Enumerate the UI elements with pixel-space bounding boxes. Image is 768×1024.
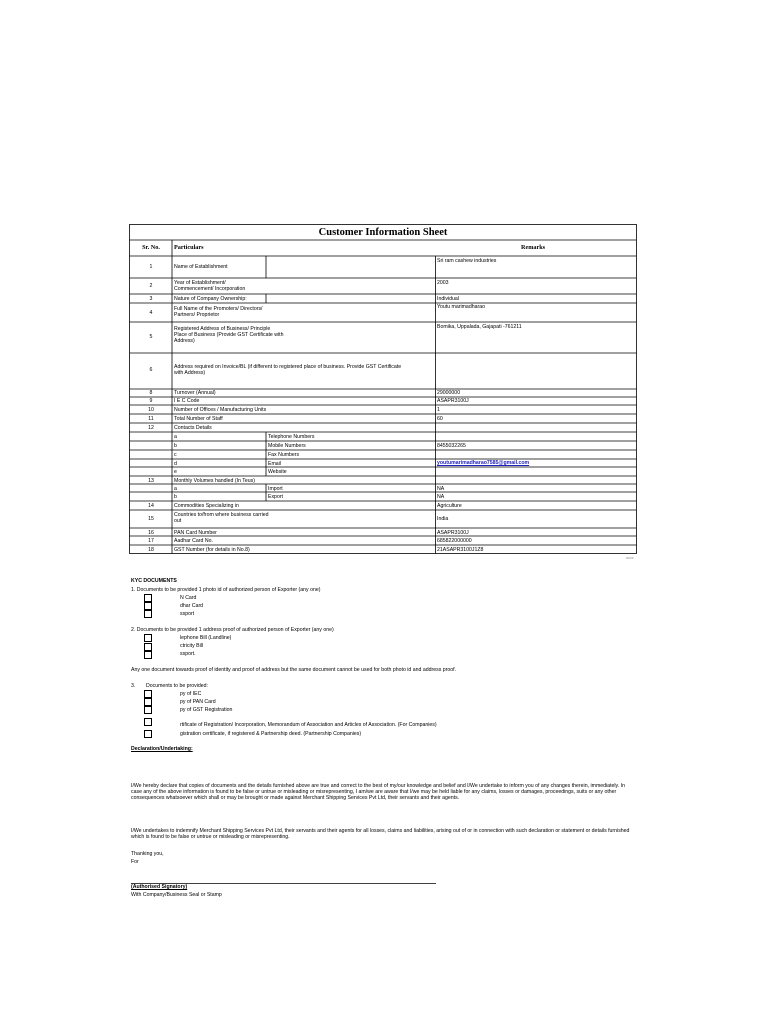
option-label: lephone Bill (Landline) bbox=[180, 635, 232, 641]
row-sr: 15 bbox=[148, 516, 154, 522]
row-sr: 17 bbox=[148, 538, 154, 544]
row-remark: Individual bbox=[437, 296, 459, 302]
row-sr: 14 bbox=[148, 503, 154, 509]
option-label: py of PAN Card bbox=[180, 699, 216, 705]
contact-label: Telephone Numbers bbox=[268, 434, 315, 440]
row-sr: 11 bbox=[148, 416, 154, 422]
volume-label: Import bbox=[268, 486, 283, 492]
thanking-text: Thanking you, bbox=[131, 851, 164, 857]
contact-sub: d bbox=[174, 461, 177, 467]
row-sr: 9 bbox=[149, 398, 153, 404]
row-particular: Number of Offices / Manufacturing Units bbox=[174, 407, 267, 413]
kyc-heading: KYC DOCUMENTS bbox=[131, 578, 177, 584]
volume-value: NA bbox=[437, 486, 445, 492]
row-sr: 1 bbox=[149, 264, 153, 270]
row-sr: 2 bbox=[149, 283, 153, 289]
row-particular: Nature of Company Ownership: bbox=[174, 296, 247, 302]
option-label: ssport bbox=[180, 611, 195, 617]
row-sr: 18 bbox=[148, 547, 154, 553]
volume-value: NA bbox=[437, 494, 445, 500]
contact-sub: e bbox=[174, 469, 177, 475]
contact-label: Website bbox=[268, 469, 287, 475]
kyc-item3-number: 3. bbox=[131, 683, 136, 689]
checkbox-passport[interactable] bbox=[144, 610, 152, 618]
header-srno: Sr. No. bbox=[142, 244, 160, 251]
contact-sub: a bbox=[174, 434, 177, 440]
row-sr: 10 bbox=[148, 407, 154, 413]
contact-sub: b bbox=[174, 443, 177, 449]
row-particular: Name of Establishment bbox=[174, 264, 228, 270]
row-remark: ASAPR3100J bbox=[437, 530, 469, 536]
row-particular: Commodities Specializing in bbox=[174, 503, 239, 509]
kyc-item3: Documents to be provided: bbox=[146, 683, 208, 689]
email-link[interactable]: youtumarimadharao7585@gmail.com bbox=[437, 460, 530, 466]
checkbox-pan-copy[interactable] bbox=[144, 698, 152, 706]
row-remark: 1 bbox=[437, 407, 440, 413]
checkbox-pan-card[interactable] bbox=[144, 594, 152, 602]
option-label: py of IEC bbox=[180, 691, 202, 697]
volume-label: Export bbox=[268, 494, 283, 500]
declaration-paragraph-1: I/We hereby declare that copies of documents and the details furnished above are true and correct to the best of my/our knowledge and belief and I/We undertake to inform you of any changes therein, immediately. In case any of the above information is found to be false or untrue or misleading or misrepresenting, I am/we are aware that I/we may be held liable for any claims, losses or damages, proceedings, suits or any other consequences whatsoever which shall or may be brought or made against Merchant Shipping Services Pvt Ltd, their servants and their agents. bbox=[131, 783, 625, 802]
row-remark: 2003 bbox=[437, 280, 449, 286]
row-particular: I E C Code bbox=[174, 398, 200, 404]
checkbox-passport-address[interactable] bbox=[144, 651, 152, 659]
signatory-label: (Authorised Signatory) bbox=[131, 884, 188, 890]
row-remark: 685822000000 bbox=[437, 538, 472, 544]
contact-sub: c bbox=[174, 452, 177, 458]
row-remark: 29000000 bbox=[437, 390, 461, 396]
row-sr: 3 bbox=[149, 296, 153, 302]
declaration-paragraph-2: I/We undertakes to indemnify Merchant Shipping Services Pvt Ltd, their servants and their agents for all losses, claims and liabilities, arising out of or in connection with such declaration or statement or details furnished which is found to be false or untrue or misleading or misrepresenting. bbox=[131, 828, 630, 841]
row-remark: 60 bbox=[437, 416, 443, 422]
row-remark: ASAPR3100J bbox=[437, 398, 469, 404]
declaration-heading: Declaration/Undertaking: bbox=[131, 746, 193, 752]
footnote: 00/00 bbox=[626, 556, 634, 560]
row-remark: Agriculture bbox=[437, 503, 462, 509]
row-sr: 5 bbox=[149, 334, 153, 340]
option-label: N Card bbox=[180, 595, 197, 601]
option-label: dhar Card bbox=[180, 603, 204, 609]
sheet-title: Customer Information Sheet bbox=[318, 227, 448, 238]
volume-sub: b bbox=[174, 494, 177, 500]
option-label: gistration certificate, if registered & Partnership deed. (Partnership Companies) bbox=[180, 731, 362, 737]
row-particular: Registered Address of Business/ Principle Place of Business (Provide GST Certificate with Address) bbox=[174, 326, 284, 345]
option-label: ssport. bbox=[180, 651, 196, 657]
volume-sub: a bbox=[174, 486, 177, 492]
row-remark: 21ASAPR3100J1Z8 bbox=[437, 547, 484, 553]
row-particular: PAN Card Number bbox=[174, 530, 217, 536]
kyc-item2: 2. Documents to be provided 1 address proof of authorized person of Exporter (any one) bbox=[131, 627, 334, 633]
row-sr: 6 bbox=[149, 367, 153, 373]
row-remark: Bomika, Uppalada, Gajapati -761211 bbox=[437, 324, 522, 330]
row-particular: Address required on Invoice/BL (if different to registered place of business. Provide GST Certificate with Address) bbox=[174, 364, 402, 377]
row-remark: India bbox=[437, 516, 449, 522]
row-particular: Monthly Volumes handled (In Teus) bbox=[174, 478, 255, 484]
row-sr: 12 bbox=[148, 425, 154, 431]
row-particular: Aadhar Card No. bbox=[174, 538, 213, 544]
row-particular: GST Number (for details in No.8) bbox=[174, 547, 250, 553]
row-particular: Countries to/from where business carried out bbox=[174, 512, 269, 525]
row-sr: 16 bbox=[148, 530, 154, 536]
checkbox-certificate-registration[interactable] bbox=[144, 718, 152, 726]
for-text: For bbox=[131, 859, 139, 865]
checkbox-gst-registration[interactable] bbox=[144, 706, 152, 714]
checkbox-partnership[interactable] bbox=[144, 730, 152, 738]
row-particular: Total Number of Staff bbox=[174, 416, 223, 422]
header-particulars: Particulars bbox=[174, 244, 204, 251]
option-label: rtificate of Registration/ Incorporation, Memorandum of Association and Articles of Association. (For Companies) bbox=[180, 722, 437, 728]
seal-label: With Company/Business Seal or Stamp bbox=[131, 892, 222, 898]
kyc-note: Any one document towards proof of identity and proof of address but the same document cannot be used for both photo id and address proof. bbox=[131, 667, 457, 673]
header-remarks: Remarks bbox=[521, 244, 546, 251]
contact-value: 8455032265 bbox=[437, 443, 466, 449]
option-label: py of GST Registration bbox=[180, 707, 233, 713]
row-particular: Contacts Details bbox=[174, 425, 212, 431]
row-remark: Sri ram cashew industries bbox=[437, 258, 497, 264]
row-sr: 4 bbox=[149, 310, 153, 316]
row-particular: Full Name of the Promoters/ Directors/ Partners/ Proprietor bbox=[174, 306, 263, 319]
contact-label: Email bbox=[268, 461, 281, 467]
contact-label: Mobile Numbers bbox=[268, 443, 306, 449]
row-particular: Year of Establishment/ Commencement/ Incorporation bbox=[174, 280, 246, 293]
contact-label: Fax Numbers bbox=[268, 452, 300, 458]
kyc-item1: 1. Documents to be provided 1 photo id of authorized person of Exporter (any one) bbox=[131, 587, 321, 593]
checkbox-telephone-bill[interactable] bbox=[144, 634, 152, 642]
row-remark: Youtu marimadharao bbox=[437, 304, 485, 310]
checkbox-aadhar-card[interactable] bbox=[144, 602, 152, 610]
checkbox-iec[interactable] bbox=[144, 690, 152, 698]
checkbox-electricity-bill[interactable] bbox=[144, 643, 152, 651]
row-sr: 8 bbox=[149, 390, 153, 396]
row-sr: 13 bbox=[148, 478, 154, 484]
row-particular: Turnover (Annual) bbox=[174, 390, 216, 396]
option-label: ctricity Bill bbox=[180, 643, 204, 649]
